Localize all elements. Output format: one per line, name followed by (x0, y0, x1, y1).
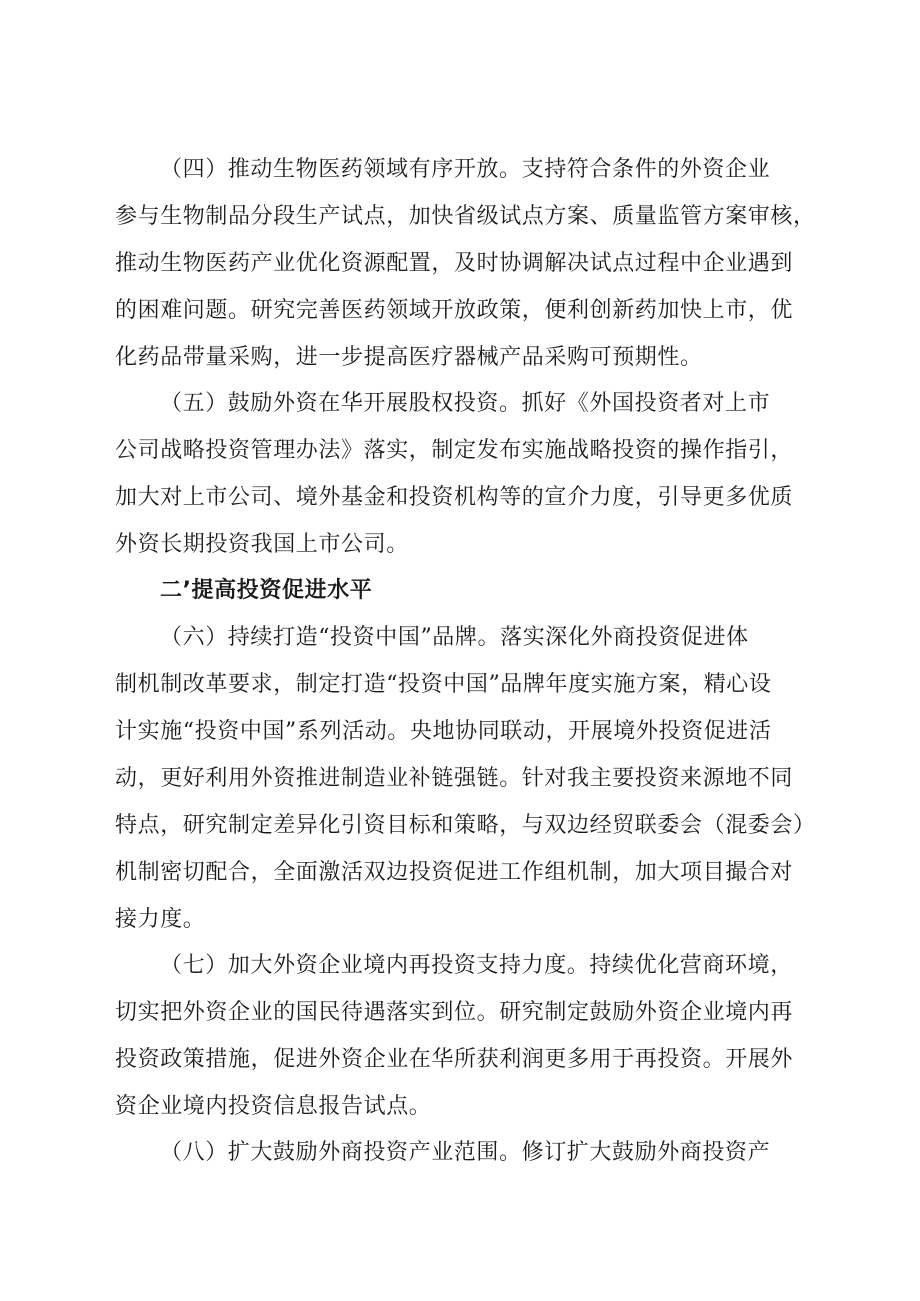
paragraph-line: 切实把外资企业的国民待遇落实到位。研究制定鼓励外资企业境内再 (115, 1000, 794, 1025)
paragraph-line: 加大对上市公司、境外基金和投资机构等的宣介力度，引导更多优质 (115, 485, 794, 510)
paragraph-line: 机制密切配合，全面激活双边投资促进工作组机制，加大项目撮合对 (115, 860, 794, 885)
paragraph-line: 公司战略投资管理办法》落实，制定发布实施战略投资的操作指引， (115, 438, 794, 463)
paragraph-line: 投资政策措施，促进外资企业在华所获利润更多用于再投资。开展外 (115, 1047, 794, 1072)
paragraph-line: 的困难问题。研究完善医药领域开放政策，便利创新药加快上市，优 (115, 298, 794, 323)
paragraph-line: 动，更好利用外资推进制造业补链强链。针对我主要投资来源地不同 (115, 766, 794, 791)
paragraph-line: 外资长期投资我国上市公司。 (115, 532, 409, 557)
paragraph-line: （四）推动生物医药领域有序开放。支持符合条件的外资企业 (160, 157, 771, 182)
paragraph-line: 接力度。 (115, 907, 206, 932)
paragraph-line: （七）加大外资企业境内再投资支持力度。持续优化营商环境， (160, 953, 793, 978)
paragraph-line: 化药品带量采购，进一步提高医疗器械产品采购可预期性。 (115, 345, 703, 370)
section-heading: 二’提高投资促进水平 (160, 578, 373, 603)
paragraph-line: （八）扩大鼓励外商投资产业范围。修订扩大鼓励外商投资产 (160, 1140, 771, 1165)
paragraph-line: 资企业境内投资信息报告试点。 (115, 1094, 432, 1119)
paragraph-line: 特点，研究制定差异化引资目标和策略，与双边经贸联委会（混委会） (115, 813, 816, 838)
paragraph-line: 计实施“投资中国”系列活动。央地协同联动，开展境外投资促进活 (115, 719, 772, 744)
paragraph-line: 推动生物医药产业优化资源配置，及时协调解决试点过程中企业遇到 (115, 251, 794, 276)
paragraph-line: （六）持续打造“投资中国”品牌。落实深化外商投资促进体 (160, 625, 749, 650)
paragraph-line: 参与生物制品分段生产试点，加快省级试点方案、质量监管方案审核， (115, 204, 816, 229)
paragraph-line: （五）鼓励外资在华开展股权投资。抓好《外国投资者对上市 (160, 391, 771, 416)
paragraph-line: 制机制改革要求，制定打造“投资中国”品牌年度实施方案，精心设 (115, 672, 772, 697)
